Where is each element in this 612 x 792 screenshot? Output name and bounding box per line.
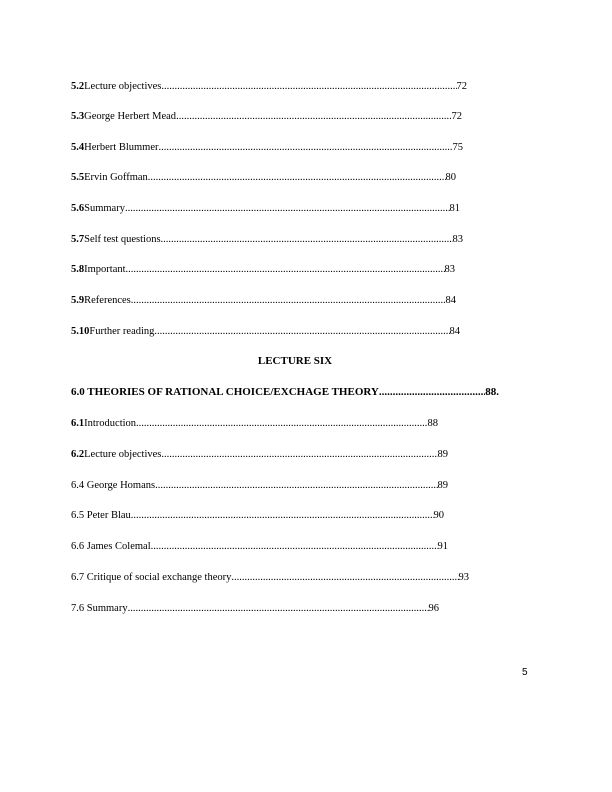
toc-entry-page: 89 — [437, 480, 448, 491]
toc-entry-title: 7.6 Summary — [71, 603, 128, 614]
toc-entry-page: 72 — [456, 81, 467, 92]
toc-entry-page: 81 — [449, 203, 460, 214]
toc-entry-5-4 — [71, 141, 463, 154]
toc-entry-page: 88 — [427, 418, 438, 429]
toc-entry-5-5 — [71, 171, 456, 184]
toc-entry-number: 5.4 — [71, 142, 85, 153]
toc-entry-page: 75 — [452, 142, 463, 153]
toc-entry-6-4 — [71, 479, 448, 492]
toc-entry-page: 93 — [458, 572, 469, 583]
toc-entry-6-2 — [71, 448, 448, 461]
toc-entry-title: References — [84, 295, 131, 306]
toc-entry-page: 84 — [449, 326, 460, 337]
page-number: 5 — [522, 667, 528, 678]
dot-leader — [131, 509, 434, 522]
toc-entry-page: 84 — [445, 295, 456, 306]
toc-entry-number: 5.3 — [71, 111, 85, 122]
toc-entry-title: 6.5 Peter Blau — [71, 510, 131, 521]
toc-entry-page: 91 — [437, 541, 448, 552]
dot-leader — [136, 417, 427, 430]
dot-leader — [161, 233, 453, 246]
toc-entry-title: George Herbert Mead — [84, 111, 177, 122]
dot-leader — [176, 110, 451, 123]
toc-entry-5-7 — [71, 233, 463, 246]
toc-entry-number: 6.1 — [71, 418, 85, 429]
dot-leader — [126, 263, 445, 276]
toc-entry-5-8 — [71, 263, 455, 276]
toc-entry-title: Self test questions — [84, 234, 161, 245]
toc-entry-5-10 — [71, 325, 460, 338]
theory-heading-title: 6.0 THEORIES OF RATIONAL CHOICE/EXCHAGE THEORY — [71, 386, 379, 398]
toc-entry-6-1 — [71, 417, 438, 430]
toc-entry-page: 90 — [433, 510, 444, 521]
dot-leader — [128, 602, 429, 615]
dot-leader — [161, 80, 456, 93]
dot-leader — [131, 294, 446, 307]
toc-entry-title: Important — [84, 264, 126, 275]
toc-entry-5-3 — [71, 110, 462, 123]
toc-entry-5-2 — [71, 80, 467, 93]
toc-entry-page: 72 — [451, 111, 462, 122]
toc-entry-title: Ervin Goffman — [84, 172, 148, 183]
toc-entry-number: 5.5 — [71, 172, 85, 183]
toc-entry-title: 6.4 George Homans — [71, 480, 156, 491]
dot-leader — [154, 325, 449, 338]
toc-entry-page: 83 — [452, 234, 463, 245]
toc-entry-6-5 — [71, 509, 444, 522]
toc-entry-5-6 — [71, 202, 460, 215]
toc-entry-number: 5.7 — [71, 234, 85, 245]
toc-entry-title: Further reading — [89, 326, 155, 337]
toc-entry-title: Herbert Blummer — [84, 142, 159, 153]
toc-entry-6-6 — [71, 540, 448, 553]
toc-entry-title: 6.6 James Colemal — [71, 541, 151, 552]
dot-leader — [161, 448, 437, 461]
toc-entry-7-6 — [71, 602, 439, 615]
toc-entry-title: 6.7 Critique of social exchange theory — [71, 572, 232, 583]
theory-heading — [71, 386, 499, 399]
dot-leader — [151, 540, 438, 553]
toc-entry-number: 5.6 — [71, 203, 85, 214]
toc-entry-page: 89 — [437, 449, 448, 460]
dot-leader — [125, 202, 450, 215]
dot-leader — [148, 171, 446, 184]
toc-entry-6-7 — [71, 571, 469, 584]
toc-entry-title: Lecture objectives — [84, 81, 162, 92]
theory-heading-page: 88. — [485, 386, 499, 398]
toc-entry-title: Summary — [84, 203, 125, 214]
toc-entry-number: 6.2 — [71, 449, 85, 460]
dot-leader — [158, 141, 452, 154]
toc-entry-title: Lecture objectives — [84, 449, 162, 460]
toc-entry-page: 96 — [428, 603, 439, 614]
dot-leader — [155, 479, 437, 492]
dot-leader — [231, 571, 458, 584]
toc-entry-number: 5.10 — [71, 326, 90, 337]
toc-entry-number: 5.8 — [71, 264, 85, 275]
dot-leader — [379, 386, 485, 399]
toc-entry-page: 80 — [445, 172, 456, 183]
toc-entry-number: 5.2 — [71, 81, 85, 92]
toc-entry-number: 5.9 — [71, 295, 85, 306]
toc-entry-5-9 — [71, 294, 456, 307]
toc-entry-title: Introduction — [84, 418, 137, 429]
toc-entry-page: 83 — [444, 264, 455, 275]
lecture-six-heading: LECTURE SIX — [257, 355, 333, 367]
